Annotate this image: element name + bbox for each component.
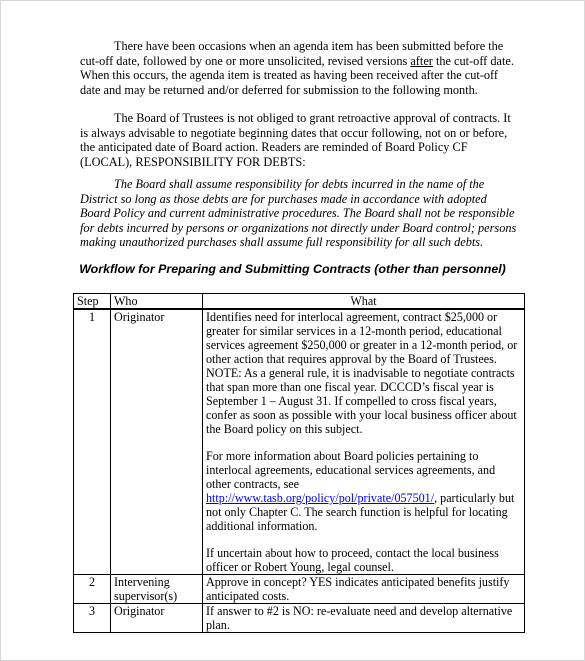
step-cell: 2	[74, 575, 111, 604]
what-cell: Approve in concept? YES indicates anticipated benefits justify anticipated costs.	[203, 575, 525, 604]
paragraph-retroactive-approval	[80, 111, 520, 169]
what-text-contact: If uncertain about how to proceed, contact the local business officer or Robert Young, legal counsel.	[206, 546, 499, 574]
paragraph-board-policy-quote	[80, 177, 520, 250]
table-row	[74, 309, 525, 575]
paragraph-board-policy-quote-text: The Board shall assume responsibility for debts incurred in the name of the District so long as those debts are for purchases made in accordance with adopted Board Policy and current administrative procedures. The Board shall not be responsible for debts incurred by persons or organizations not directly under Board control; persons making unauthorized purchases shall assume full responsibility for all such debts.	[80, 177, 517, 250]
paragraph-agenda-cutoff	[80, 39, 520, 97]
who-cell: Intervening supervisor(s)	[111, 575, 203, 604]
what-cell	[203, 309, 525, 575]
workflow-heading: Workflow for Preparing and Submitting Contracts (other than personnel)	[79, 262, 506, 276]
header-what: What	[203, 294, 525, 310]
who-cell: Originator	[111, 309, 203, 575]
header-step: Step	[74, 294, 111, 310]
paragraph-agenda-cutoff-text: There have been occasions when an agenda item has been submitted before the cut-off date, followed by one or more unsolicited, revised versions	[80, 39, 504, 68]
what-cell: If answer to #2 is NO: re-evaluate need and develop alternative plan.	[203, 604, 525, 633]
paragraph-agenda-cutoff-tail: the cut-off date. When this occurs, the agenda item is treated as having been received after the cut-off date and may be returned and/or deferred for submission to the following month.	[80, 53, 514, 97]
what-text-policy-info	[206, 449, 521, 533]
policy-info-lead: For more information about Board policies pertaining to interlocal agreements, educational services agreements, and other contracts, see	[206, 449, 496, 491]
who-cell: Originator	[111, 604, 203, 633]
workflow-table	[73, 293, 525, 633]
table-row	[74, 575, 525, 604]
step-cell: 1	[74, 309, 111, 575]
tasb-policy-link[interactable]: http://www.tasb.org/policy/pol/private/057501/	[206, 491, 435, 505]
paragraph-retroactive-approval-text: The Board of Trustees is not obliged to grant retroactive approval of contracts. It is always advisable to negotiate beginning dates that occur following, not on or before, the anticipated date of Board action. Readers are reminded of Board Policy CF (LOCAL), RESPONSIBILITY FOR DEBTS:	[80, 111, 511, 169]
table-header-row	[74, 294, 525, 310]
what-text-identifies-need: Identifies need for interlocal agreement, contract $25,000 or greater for similar services in a 12-month period, educational services agreement $250,000 or greater in a 12-month period, or other action that requires approval by the Board of Trustees. NOTE: As a general rule, it is inadvisable to negotiate contracts that span more than one fiscal year. DCCCD’s fiscal year is September 1 – August 31. If compelled to cross fiscal years, confer as soon as possible with your local business officer about the Board policy on this subject.	[206, 310, 518, 436]
header-who: Who	[111, 294, 203, 310]
table-row	[74, 604, 525, 633]
step-cell: 3	[74, 604, 111, 633]
underlined-after: after	[410, 53, 433, 68]
policy-info-tail: , particularly but not only Chapter C. The search function is helpful for locating additional information.	[206, 491, 515, 533]
